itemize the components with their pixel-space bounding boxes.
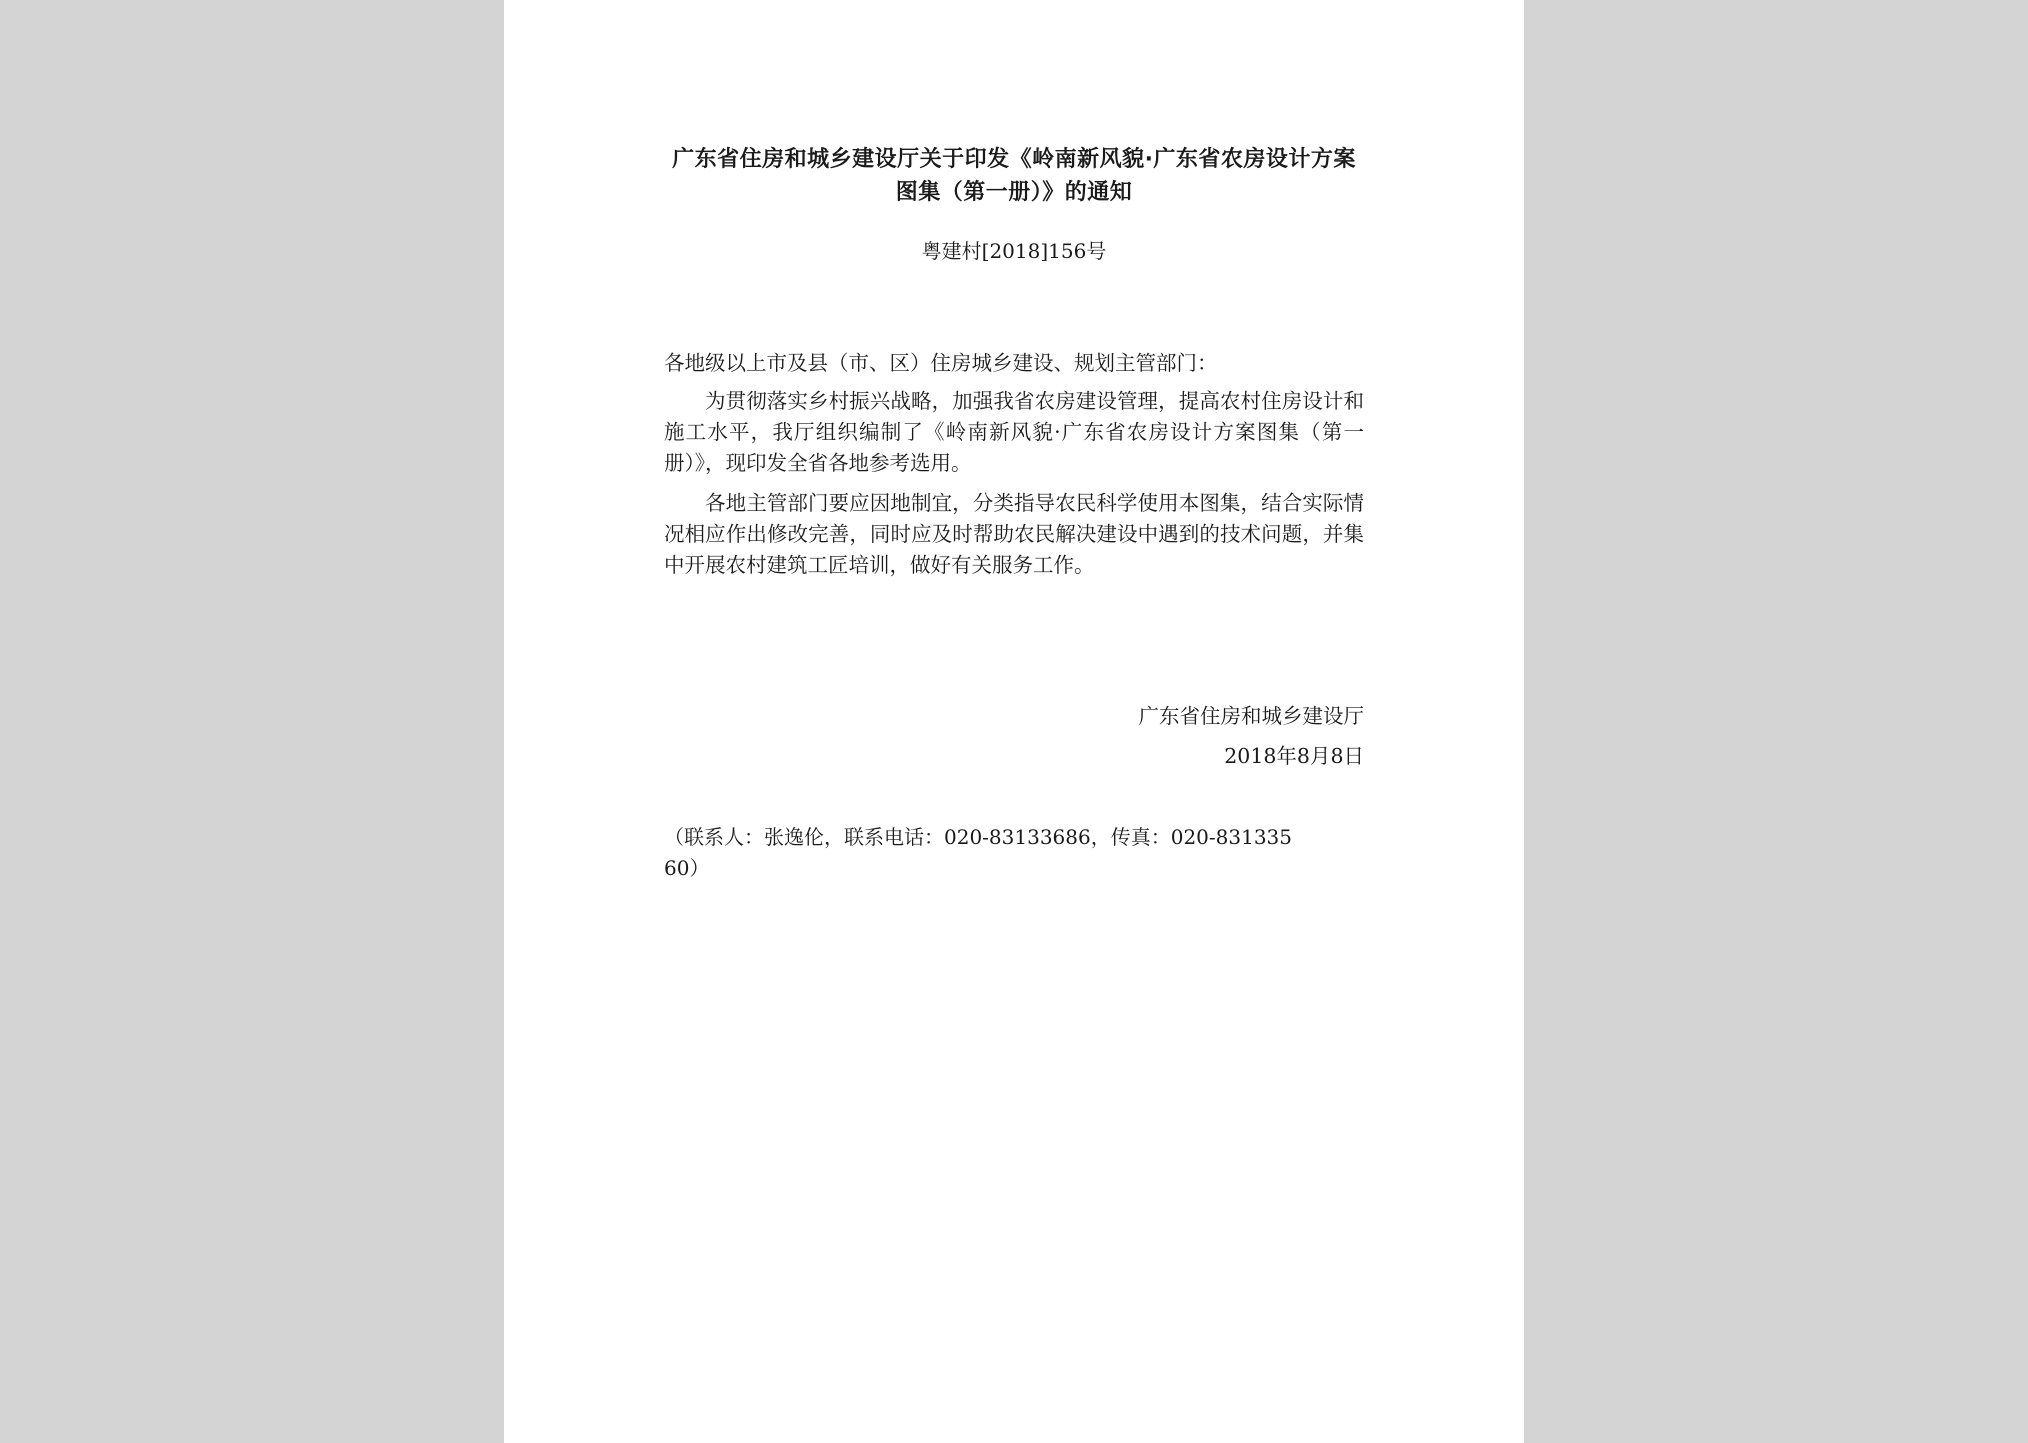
document-title: 广东省住房和城乡建设厅关于印发《岭南新风貌·广东省农房设计方案图集（第一册）》的通知 xyxy=(672,147,1356,205)
contact-info: （联系人：张逸伦，联系电话：020-83133686，传真：020-83133560） xyxy=(664,825,1293,880)
document-number: 粤建村[2018]156号 xyxy=(921,239,1107,263)
signature-date: 2018年8月8日 xyxy=(1224,744,1364,768)
body-paragraph: 各地主管部门要应因地制宜，分类指导农民科学使用本图集，结合实际情况相应作出修改完善，同时应及时帮助农民解决建设中遇到的技术问题，并集中开展农村建筑工匠培训，做好有关服务工作。 xyxy=(664,491,1364,577)
document-page xyxy=(504,0,1524,1443)
salutation: 各地级以上市及县（市、区）住房城乡建设、规划主管部门： xyxy=(664,351,1218,375)
body-paragraph: 为贯彻落实乡村振兴战略，加强我省农房建设管理，提高农村住房设计和施工水平，我厅组织编制了《岭南新风貌·广东省农房设计方案图集（第一册）》，现印发全省各地参考选用。 xyxy=(664,389,1364,475)
signature-organization: 广东省住房和城乡建设厅 xyxy=(1138,704,1364,728)
